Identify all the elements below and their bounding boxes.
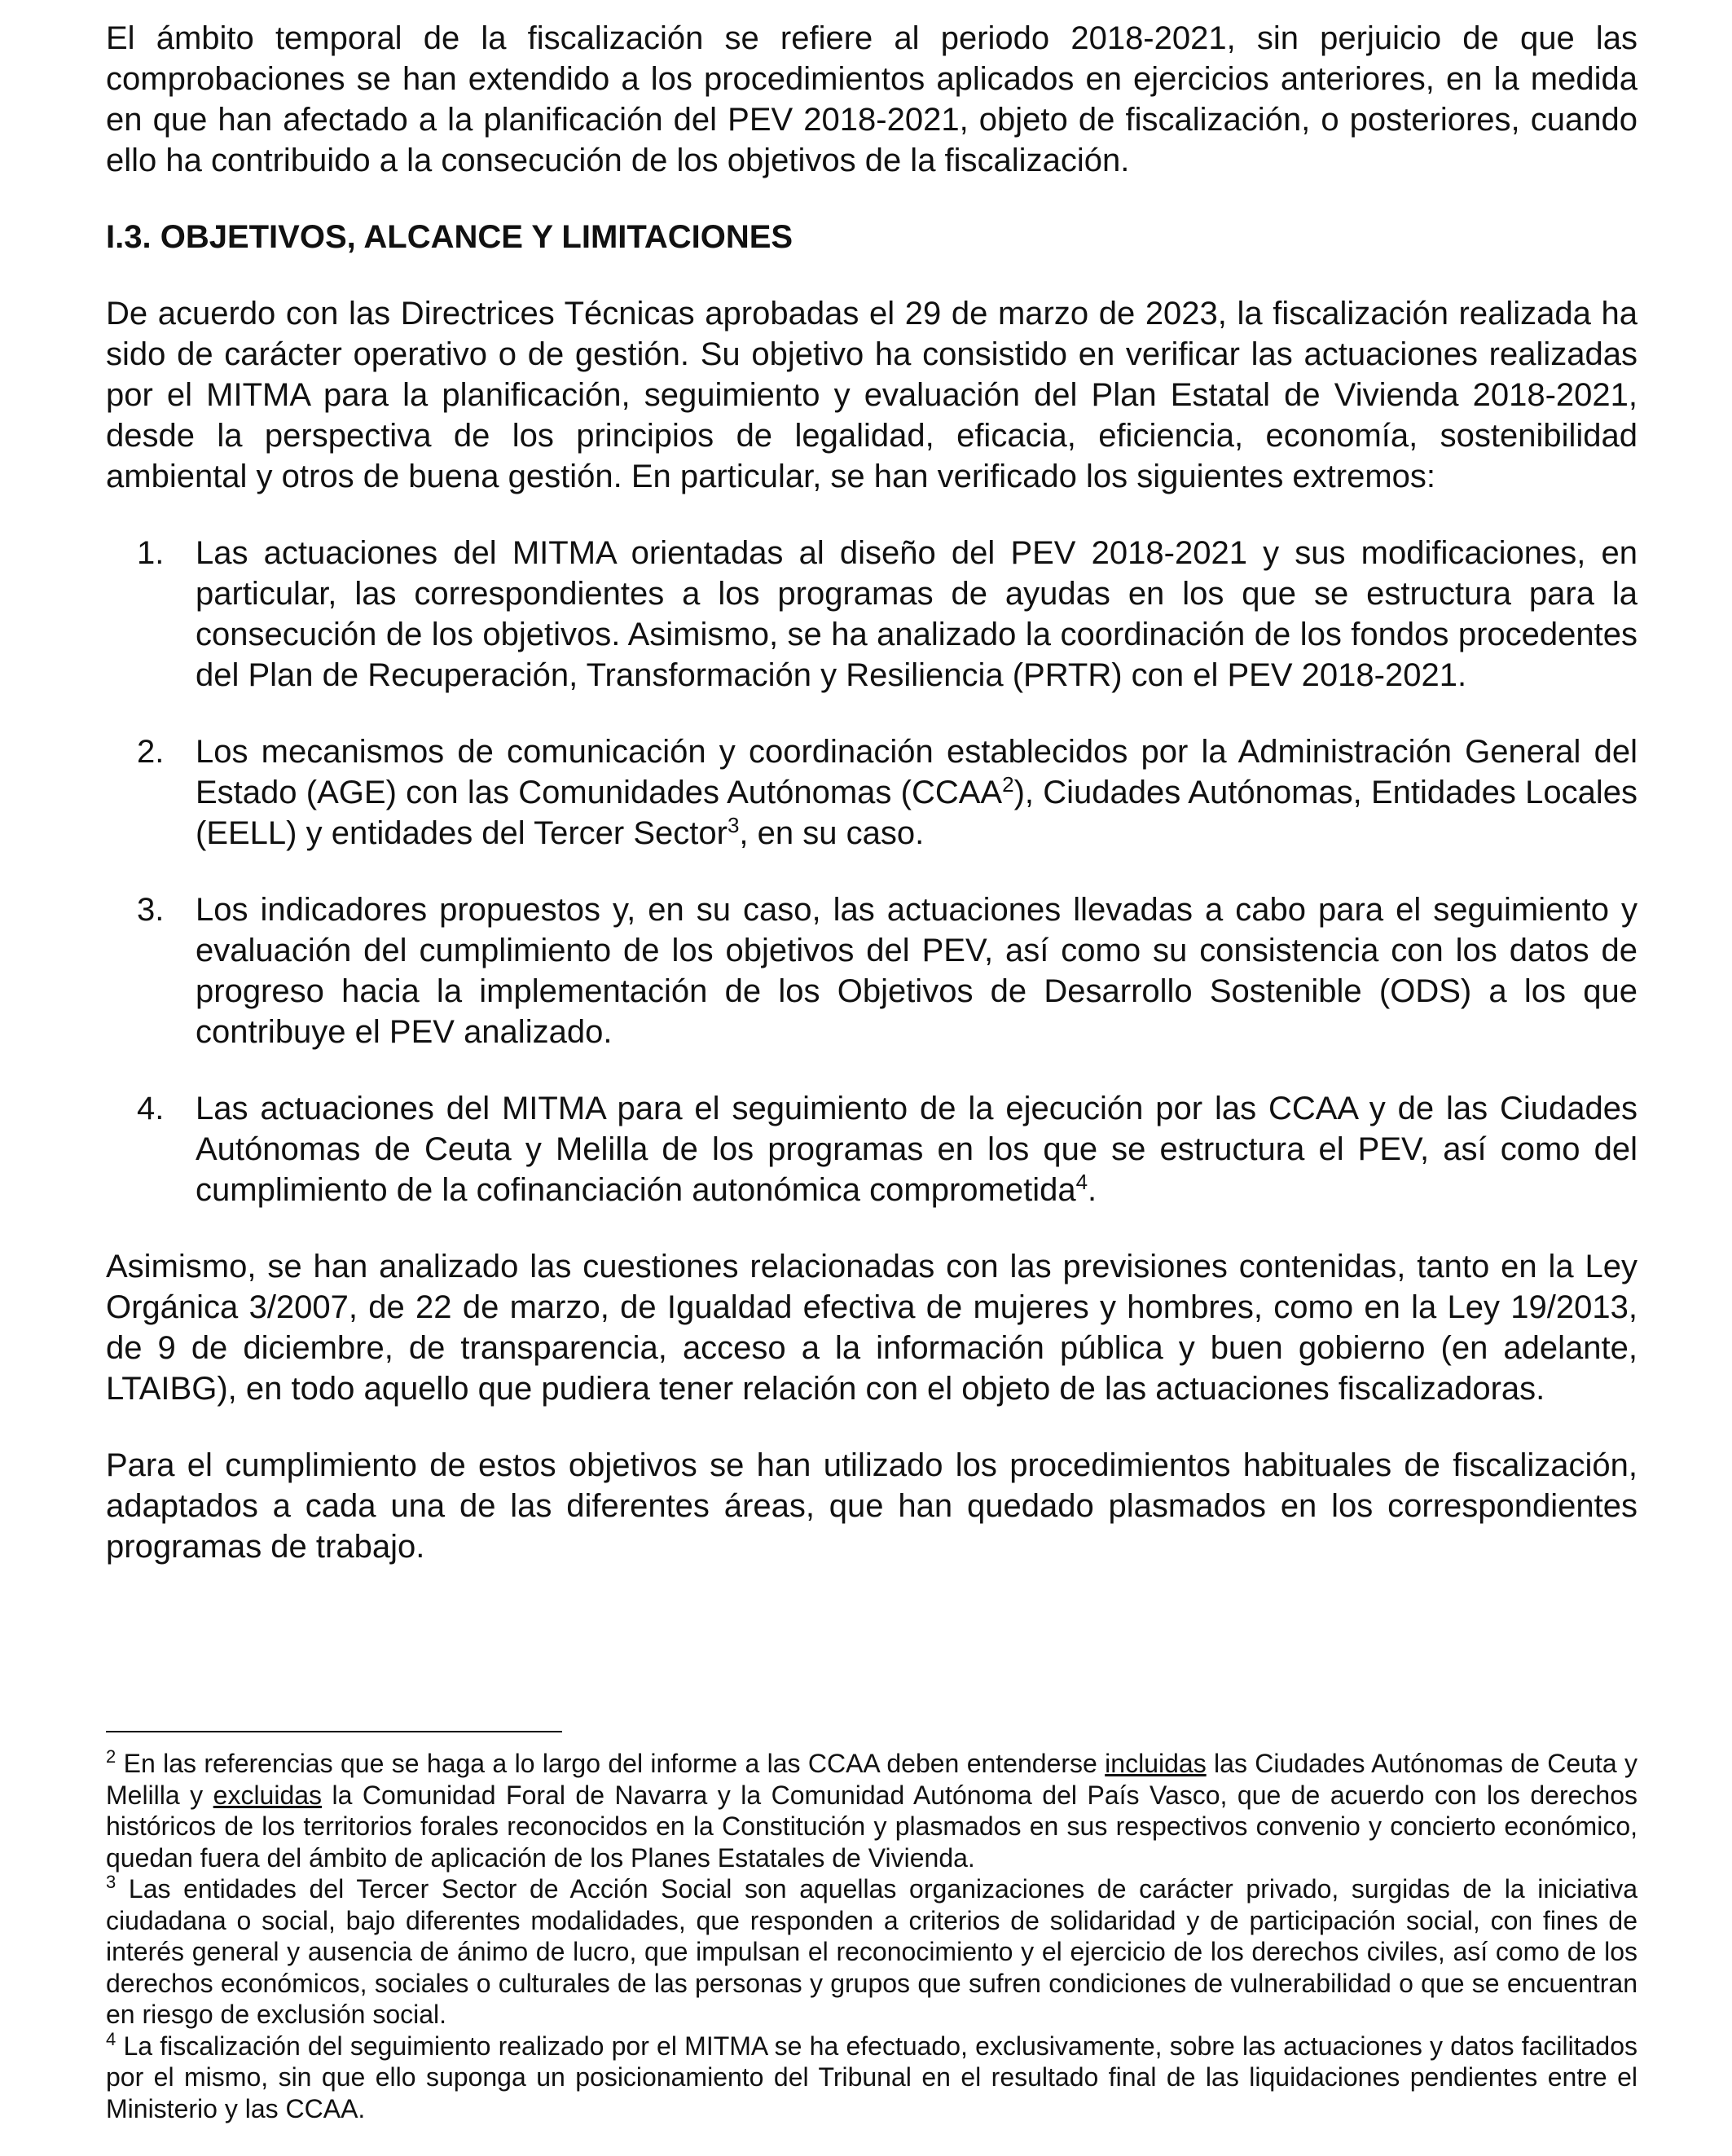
footnote-mark: 2 [106, 1746, 116, 1767]
footnote-ref[interactable]: 2 [1002, 772, 1014, 797]
list-item [106, 1088, 1637, 1210]
list-item [106, 889, 1637, 1052]
list-text: Los indicadores propuestos y, en su caso, las actuaciones llevadas a cabo para el seguimiento y evaluación del cumplimiento de los objetivos del PEV, así como su consistencia con los datos de progreso hacia la implementación de los Objetivos de Desarrollo Sostenible (ODS) a los que contribuye el PEV analizado. [196, 892, 1637, 1050]
objectives-list [106, 533, 1637, 1210]
main-text [106, 18, 1637, 1567]
footnote-mark: 4 [106, 2028, 116, 2049]
footnote-mark: 3 [106, 1872, 116, 1892]
list-number: 1. [137, 535, 165, 571]
objectives-paragraph: De acuerdo con las Directrices Técnicas aprobadas el 29 de marzo de 2023, la fiscalización realizada ha sido de carácter operativo o de gestión. Su objetivo ha consistido en verificar las actuaciones realizadas por el MITMA para la planificación, seguimiento y evaluación del Plan Estatal de Vivienda 2018-2021, desde la perspectiva de los principios de legalidad, eficacia, eficiencia, economía, sostenibilidad ambiental y otros de buena gestión. En particular, se han verificado los siguientes extremos: [106, 296, 1637, 494]
procedures-paragraph: Para el cumplimiento de estos objetivos se han utilizado los procedimientos habituales de fiscalización, adaptados a cada una de las diferentes áreas, que han quedado plasmados en los correspondientes programas de trabajo. [106, 1447, 1637, 1565]
list-text: Las actuaciones del MITMA para el seguimiento de la ejecución por las CCAA y de las Ciudades Autónomas de Ceuta y Melilla de los programas en los que se estructura el PEV, así como del cumplimiento de la cofinanciación autonómica comprometida$^4$. [196, 1091, 1637, 1208]
footnote-3: $^3$ Las entidades del Tercer Sector de Acción Social son aquellas organizaciones de carácter privado, surgidas de la iniciativa ciudadana o social, bajo diferentes modalidades, que responden a criterios de solidaridad y de participación social, con fines de interés general y ausencia de ánimo de lucro, que impulsan el reconocimiento y el ejercicio de los derechos civiles, así como de los derechos económicos, sociales o culturales de las personas y grupos que sufren condiciones de vulnerabilidad o que se encuentran en riesgo de exclusión social. [106, 1872, 1637, 2029]
list-number: 2. [137, 734, 165, 770]
list-text: Los mecanismos de comunicación y coordinación establecidos por la Administración General del Estado (AGE) con las Comunidades Autónomas (CCAA$^2$), Ciudades Autónomas, Entidades Locales (EELL) y entidades del Tercer Sector$^3$, en su caso. [196, 734, 1637, 851]
list-number: 3. [137, 892, 165, 928]
footnote-divider [106, 1731, 562, 1732]
list-text: Las actuaciones del MITMA orientadas al diseño del PEV 2018-2021 y sus modificaciones, en particular, las correspondientes a los programas de ayudas en los que se estructura para la consecución de los objetivos. Asimismo, se ha analizado la coordinación de los fondos procedentes del Plan de Recuperación, Transformación y Resiliencia (PRTR) con el PEV 2018-2021. [196, 535, 1637, 693]
footnote-4: $^4$ La fiscalización del seguimiento realizado por el MITMA se ha efectuado, exclusivamente, sobre las actuaciones y datos facilitados por el mismo, sin que ello suponga un posicionamiento del Tribunal en el resultado final de las liquidaciones pendientes entre el Ministerio y las CCAA. [106, 2028, 1637, 2123]
footnotes [106, 1748, 1637, 2124]
equality-paragraph: Asimismo, se han analizado las cuestiones relacionadas con las previsiones contenidas, tanto en la Ley Orgánica 3/2007, de 22 de marzo, de Igualdad efectiva de mujeres y hombres, como en la Ley 19/2013, de 9 de diciembre, de transparencia, acceso a la información pública y buen gobierno (en adelante, LTAIBG), en todo aquello que pudiera tener relación con el objeto de las actuaciones fiscalizadoras. [106, 1249, 1637, 1407]
list-item [106, 533, 1637, 696]
footnote-2: $^2$ En las referencias que se haga a lo largo del informe a las CCAA deben entenderse incluidas las Ciudades Autónomas de Ceuta y Melilla y excluidas la Comunidad Foral de Navarra y la Comunidad Autónoma del País Vasco, que de acuerdo con los derechos históricos de los territorios forales reconocidos en la Constitución y plasmados en sus respectivos convenio y concierto económico, quedan fuera del ámbito de aplicación de los Planes Estatales de Vivienda. [106, 1746, 1638, 1873]
intro-paragraph: El ámbito temporal de la fiscalización se refiere al periodo 2018-2021, sin perjuicio de que las comprobaciones se han extendido a los procedimientos aplicados en ejercicios anteriores, en la medida en que han afectado a la planificación del PEV 2018-2021, objeto de fiscalización, o posteriores, cuando ello ha contribuido a la consecución de los objetivos de la fiscalización. [106, 20, 1637, 178]
list-item [106, 731, 1637, 854]
section-heading: I.3. OBJETIVOS, ALCANCE Y LIMITACIONES [106, 219, 793, 255]
list-number: 4. [137, 1091, 165, 1126]
footnote-ref[interactable]: 4 [1075, 1170, 1088, 1194]
footnote-ref[interactable]: 3 [727, 813, 740, 837]
